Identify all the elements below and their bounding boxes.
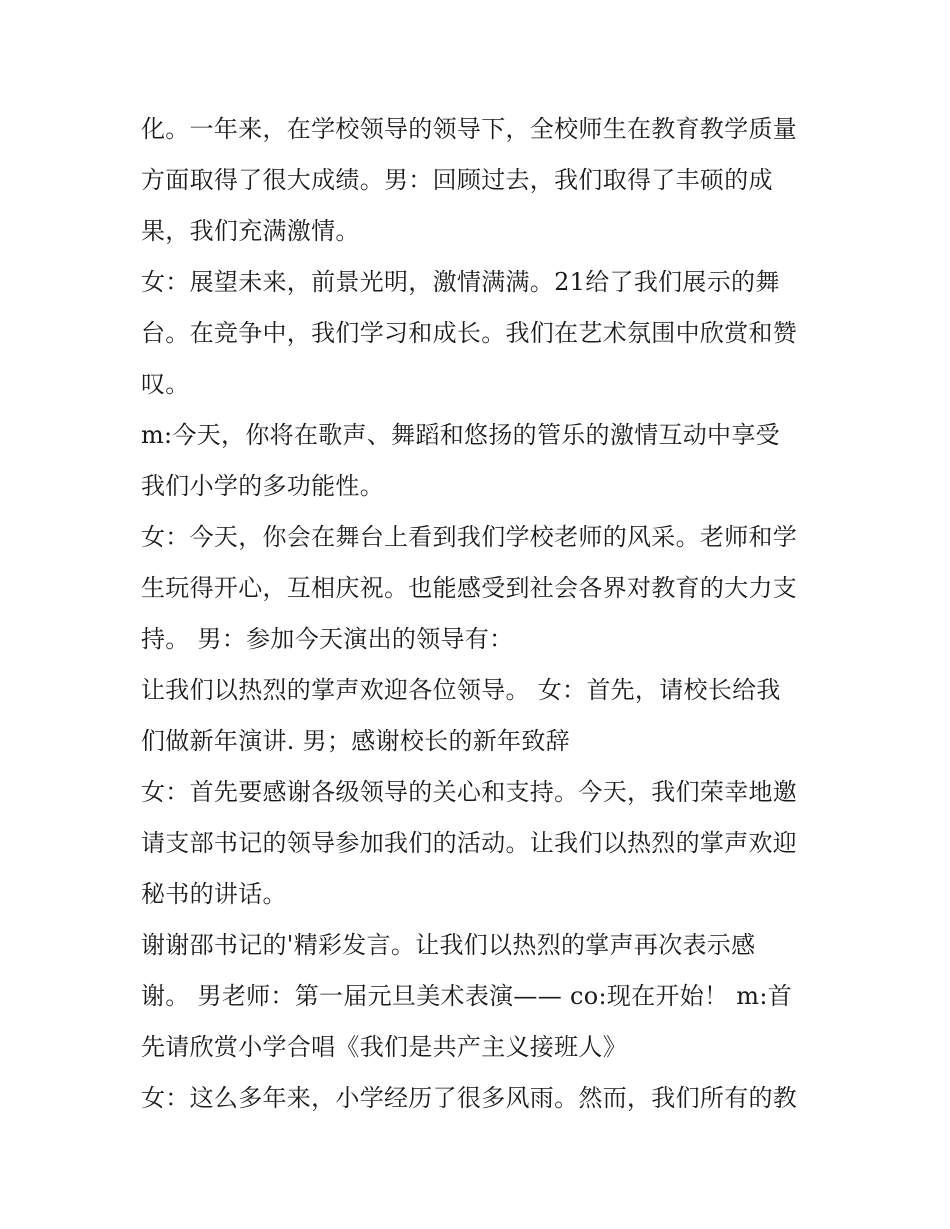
text-line: 请支部书记的领导参加我们的活动。让我们以热烈的掌声欢迎 (141, 829, 798, 857)
text-line: 秘书的讲话。 (141, 880, 287, 908)
text-line: 女：展望未来，前景光明，激情满满。21给了我们展示的舞 (141, 268, 780, 296)
text-line: 先请欣赏小学合唱《我们是共产主义接班人》 (141, 1033, 627, 1061)
text-line: 谢。 男老师：第一届元旦美术表演—— co:现在开始！ m:首 (141, 982, 793, 1010)
text-line: 化。一年来，在学校领导的领导下，全校师生在教育教学质量 (141, 115, 798, 143)
text-line: 持。 男：参加今天演出的领导有： (141, 625, 514, 653)
text-line: 女：这么多年来，小学经历了很多风雨。然而，我们所有的教 (141, 1084, 798, 1112)
text-line: 我们小学的多功能性。 (141, 472, 384, 500)
text-line: 女：首先要感谢各级领导的关心和支持。今天，我们荣幸地邀 (141, 778, 798, 806)
text-line: 谢谢邵书记的'精彩发言。让我们以热烈的掌声再次表示感 (141, 931, 756, 959)
text-line: 们做新年演讲. 男；感谢校长的新年致辞 (141, 727, 570, 755)
document-body (141, 104, 821, 1124)
text-line: 叹。 (141, 370, 190, 398)
text-line: 让我们以热烈的掌声欢迎各位领导。 女：首先，请校长给我 (141, 676, 781, 704)
text-line: 女：今天，你会在舞台上看到我们学校老师的风采。老师和学 (141, 523, 798, 551)
text-line: 生玩得开心，互相庆祝。也能感受到社会各界对教育的大力支 (141, 574, 798, 602)
text-line: 方面取得了很大成绩。男：回顾过去，我们取得了丰硕的成 (141, 166, 773, 194)
text-line: 台。在竞争中，我们学习和成长。我们在艺术氛围中欣赏和赞 (141, 319, 798, 347)
text-line: m:今天，你将在歌声、舞蹈和悠扬的管乐的激情互动中享受 (141, 421, 780, 449)
text-line: 果，我们充满激情。 (141, 217, 360, 245)
